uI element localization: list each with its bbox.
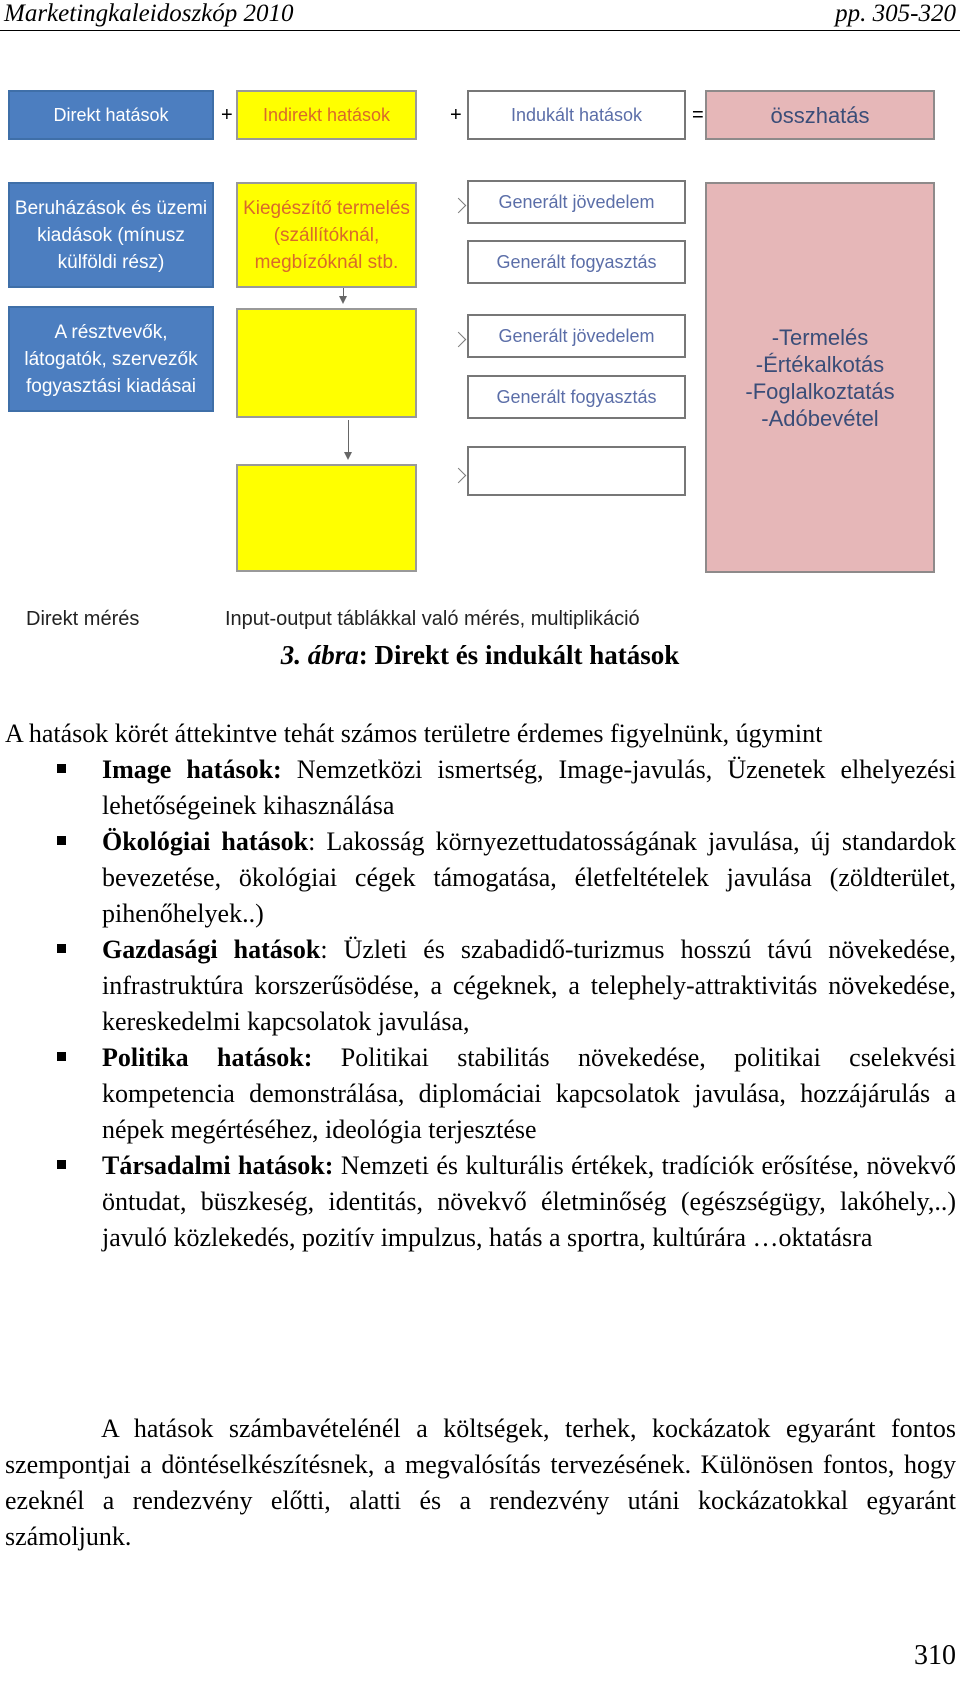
io-measurement-label: Input-output táblákkal való mérés, multiplikáció [225, 608, 640, 630]
generated-income-box: Generált jövedelem [467, 314, 686, 358]
journal-title: Marketingkaleidoszkóp 2010 [4, 0, 294, 27]
list-item: Társadalmi hatások: Nemzeti és kulturális értékek, tradíciók erősítése, növekvő öntudat, büszkeség, identitás, növekvő életminőség (egészségügy, lakóhely,..) javuló közlekedés, pozitív impulzus, hatás a sportra, kultúrára …oktatásra [5, 1148, 956, 1256]
list-item: Ökológiai hatások: Lakosság környezettudatosságának javulása, új standardok bevezetése, ökológiai cégek támogatása, életfeltételek javulása (zöldterület, pihenőhelyek..) [5, 824, 956, 932]
generated-consumption-box: Generált fogyasztás [467, 240, 686, 284]
investment-expenses-box: Beruházások és üzemi kiadások (mínusz külföldi rész) [8, 182, 214, 288]
impact-list [5, 752, 956, 1256]
intro-paragraph: A hatások körét áttekintve tehát számos területre érdemes figyelnünk, úgymint [5, 719, 823, 748]
equals-sign: = [692, 104, 704, 126]
direct-effects-header: Direkt hatások [8, 90, 214, 140]
total-effect-header: összhatás [705, 90, 935, 140]
generated-income-box: Generált jövedelem [467, 180, 686, 224]
right-arrow [451, 332, 467, 348]
supplementary-production-box: Kiegészítő termelés (szállítóknál, megbízóknál stb. [236, 182, 417, 288]
down-arrow [343, 288, 344, 302]
list-item: Image hatások: Nemzetközi ismertség, Image-javulás, Üzenetek elhelyezési lehetőségeinek kihasználása [5, 752, 956, 824]
indirect-effects-header: Indirekt hatások [236, 90, 417, 140]
closing-text [5, 1411, 956, 1555]
induced-effects-header: Indukált hatások [467, 90, 686, 140]
list-item: Politika hatások: Politikai stabilitás növekedése, politikai cselekvési kompetencia demonstrálása, diplomáciai kapcsolatok javulása, hozzájárulás a népek megértéséhez, ideológia terjesztése [5, 1040, 956, 1148]
total-effects-list-box: -Termelés -Értékalkotás -Foglalkoztatás -Adóbevétel [705, 182, 935, 573]
page-range: pp. 305-320 [835, 0, 956, 27]
plus-sign: + [221, 104, 233, 126]
white-empty-box [467, 446, 686, 496]
participant-spending-box: A résztvevők, látogatók, szervezők fogyasztási kiadásai [8, 306, 214, 412]
right-arrow [451, 468, 467, 484]
direct-measurement-label: Direkt mérés [26, 608, 140, 630]
generated-consumption-box: Generált fogyasztás [467, 375, 686, 419]
figure-caption: 3. ábra: Direkt és indukált hatások [280, 640, 680, 670]
yellow-empty-box [236, 308, 417, 418]
yellow-empty-box [236, 464, 417, 572]
impact-diagram [0, 90, 960, 650]
down-arrow [348, 420, 349, 458]
plus-sign: + [450, 104, 462, 126]
body-text [5, 716, 956, 1256]
page-number: 310 [914, 1640, 956, 1671]
list-item: Gazdasági hatások: Üzleti és szabadidő-turizmus hosszú távú növekedése, infrastruktúra korszerűsödése, a cégeknek, a telephely-attraktivitás növekedése, kereskedelmi kapcsolatok javulása, [5, 932, 956, 1040]
right-arrow [451, 198, 467, 214]
page-header [0, 0, 960, 31]
closing-paragraph: A hatások számbavételénél a költségek, terhek, kockázatok egyaránt fontos szempontjai a döntéselkészítésnek, a megvalósítás tervezésének. Különösen fontos, hogy ezeknél a rendezvény előtti, alatti és a rendezvény utáni kockázatokkal egyaránt számoljunk. [5, 1414, 956, 1551]
